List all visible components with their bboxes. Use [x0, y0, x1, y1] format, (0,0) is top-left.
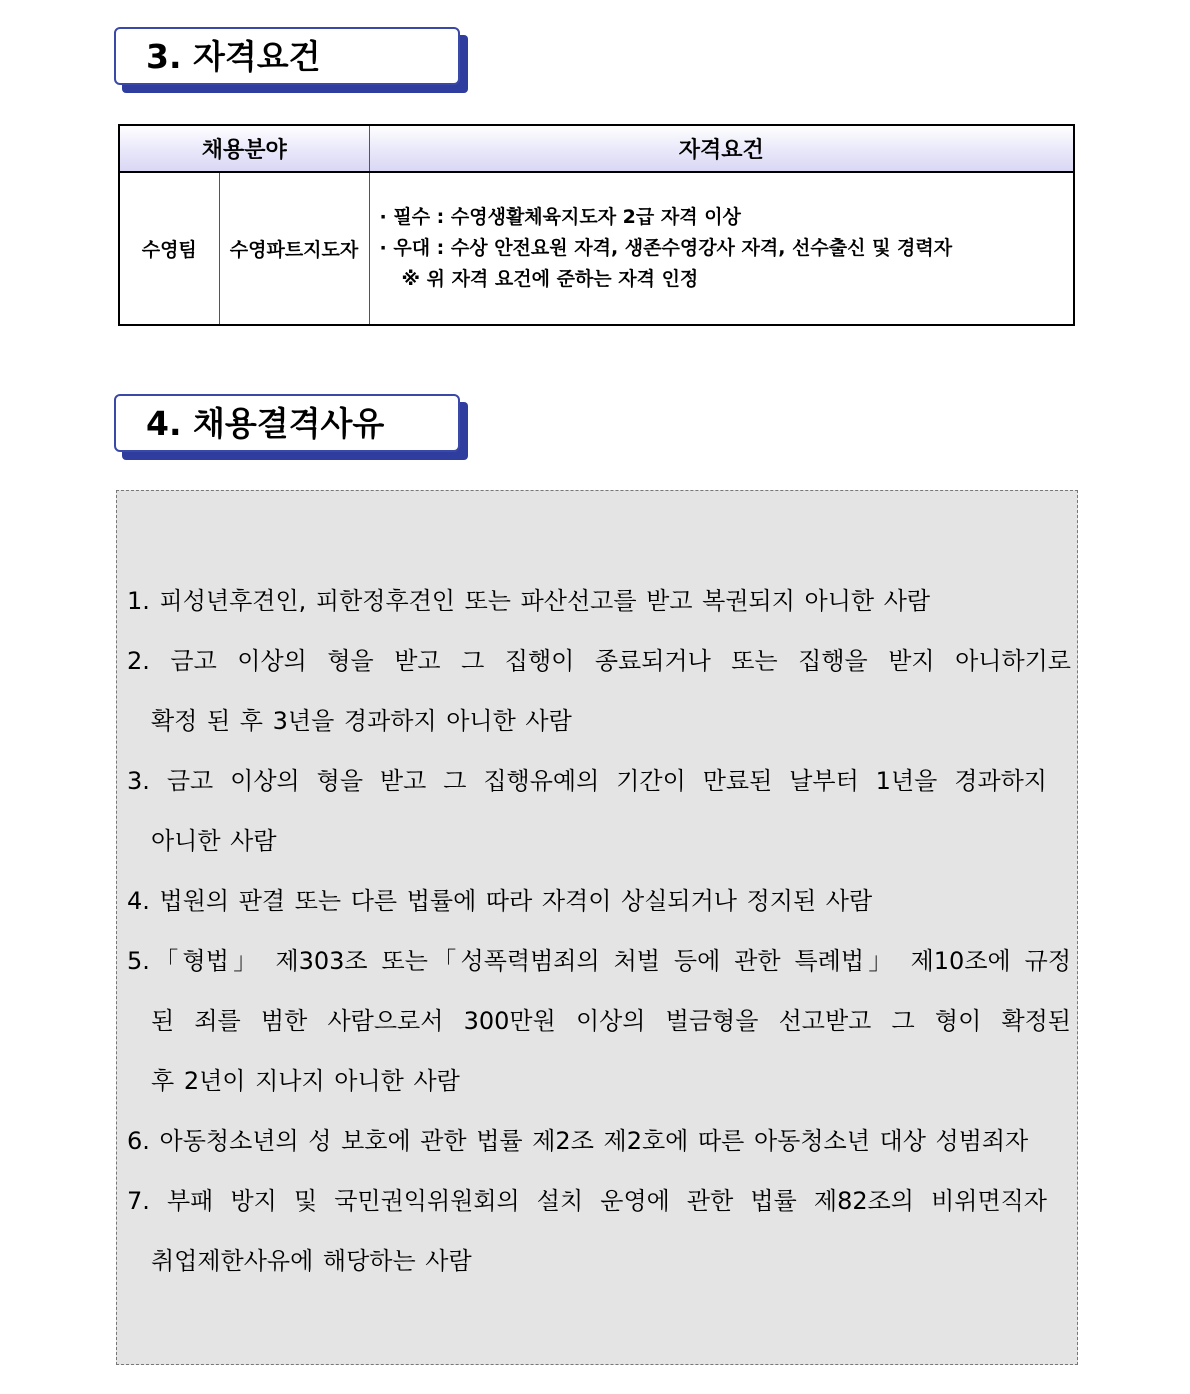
requirement-note: ※ 위 자격 요건에 준하는 자격 인정 — [401, 268, 699, 290]
section-heading-disqualifications — [114, 394, 460, 452]
list-item-continuation: 취업제한사유에 해당하는 사람 — [151, 1247, 472, 1275]
list-item: 7. 부패 방지 및 국민권익위원회의 설치 운영에 관한 법률 제82조의 비위면직자 — [127, 1187, 1047, 1215]
list-item-continuation: 된 죄를 범한 사람으로서 300만원 이상의 벌금형을 선고받고 그 형이 확정된 — [151, 1007, 1071, 1035]
list-item: 6. 아동청소년의 성 보호에 관한 법률 제2조 제2호에 따른 아동청소년 대상 성범죄자 — [127, 1127, 1029, 1155]
heading-box — [114, 394, 460, 452]
list-item-continuation: 후 2년이 지나지 아니한 사람 — [151, 1067, 460, 1095]
section-title: 4. 채용결격사유 — [146, 404, 385, 443]
requirements-cell — [369, 172, 1074, 325]
requirement-required: · 필수 : 수영생활체육지도자 2급 자격 이상 — [379, 206, 741, 228]
header-recruitment-field: 채용분야 — [119, 125, 369, 172]
section-heading-qualifications — [114, 27, 460, 85]
requirement-preferred: · 우대 : 수상 안전요원 자격, 생존수영강사 자격, 선수출신 및 경력자 — [379, 237, 953, 259]
list-item: 4. 법원의 판결 또는 다른 법률에 따라 자격이 상실되거나 정지된 사람 — [127, 887, 873, 915]
position-cell: 수영파트지도자 — [219, 172, 369, 325]
table-row — [119, 172, 1074, 325]
list-item: 1. 피성년후견인, 피한정후견인 또는 파산선고를 받고 복권되지 아니한 사람 — [127, 587, 931, 615]
team-cell: 수영팀 — [119, 172, 219, 325]
header-requirements: 자격요건 — [369, 125, 1074, 172]
list-item-continuation: 아니한 사람 — [151, 827, 277, 855]
list-item: 5.「형법」 제303조 또는「성폭력범죄의 처벌 등에 관한 특례법」 제10조에 규정 — [127, 947, 1071, 975]
disqualification-box — [116, 490, 1078, 1365]
table-header-row — [119, 125, 1074, 172]
list-item: 2. 금고 이상의 형을 받고 그 집행이 종료되거나 또는 집행을 받지 아니하기로 — [127, 647, 1071, 675]
disqualification-list — [127, 571, 1071, 1291]
section-title: 3. 자격요건 — [146, 37, 321, 76]
qualification-table — [118, 124, 1075, 326]
list-item-continuation: 확정 된 후 3년을 경과하지 아니한 사람 — [151, 707, 572, 735]
heading-box — [114, 27, 460, 85]
list-item: 3. 금고 이상의 형을 받고 그 집행유예의 기간이 만료된 날부터 1년을 경과하지 — [127, 767, 1047, 795]
